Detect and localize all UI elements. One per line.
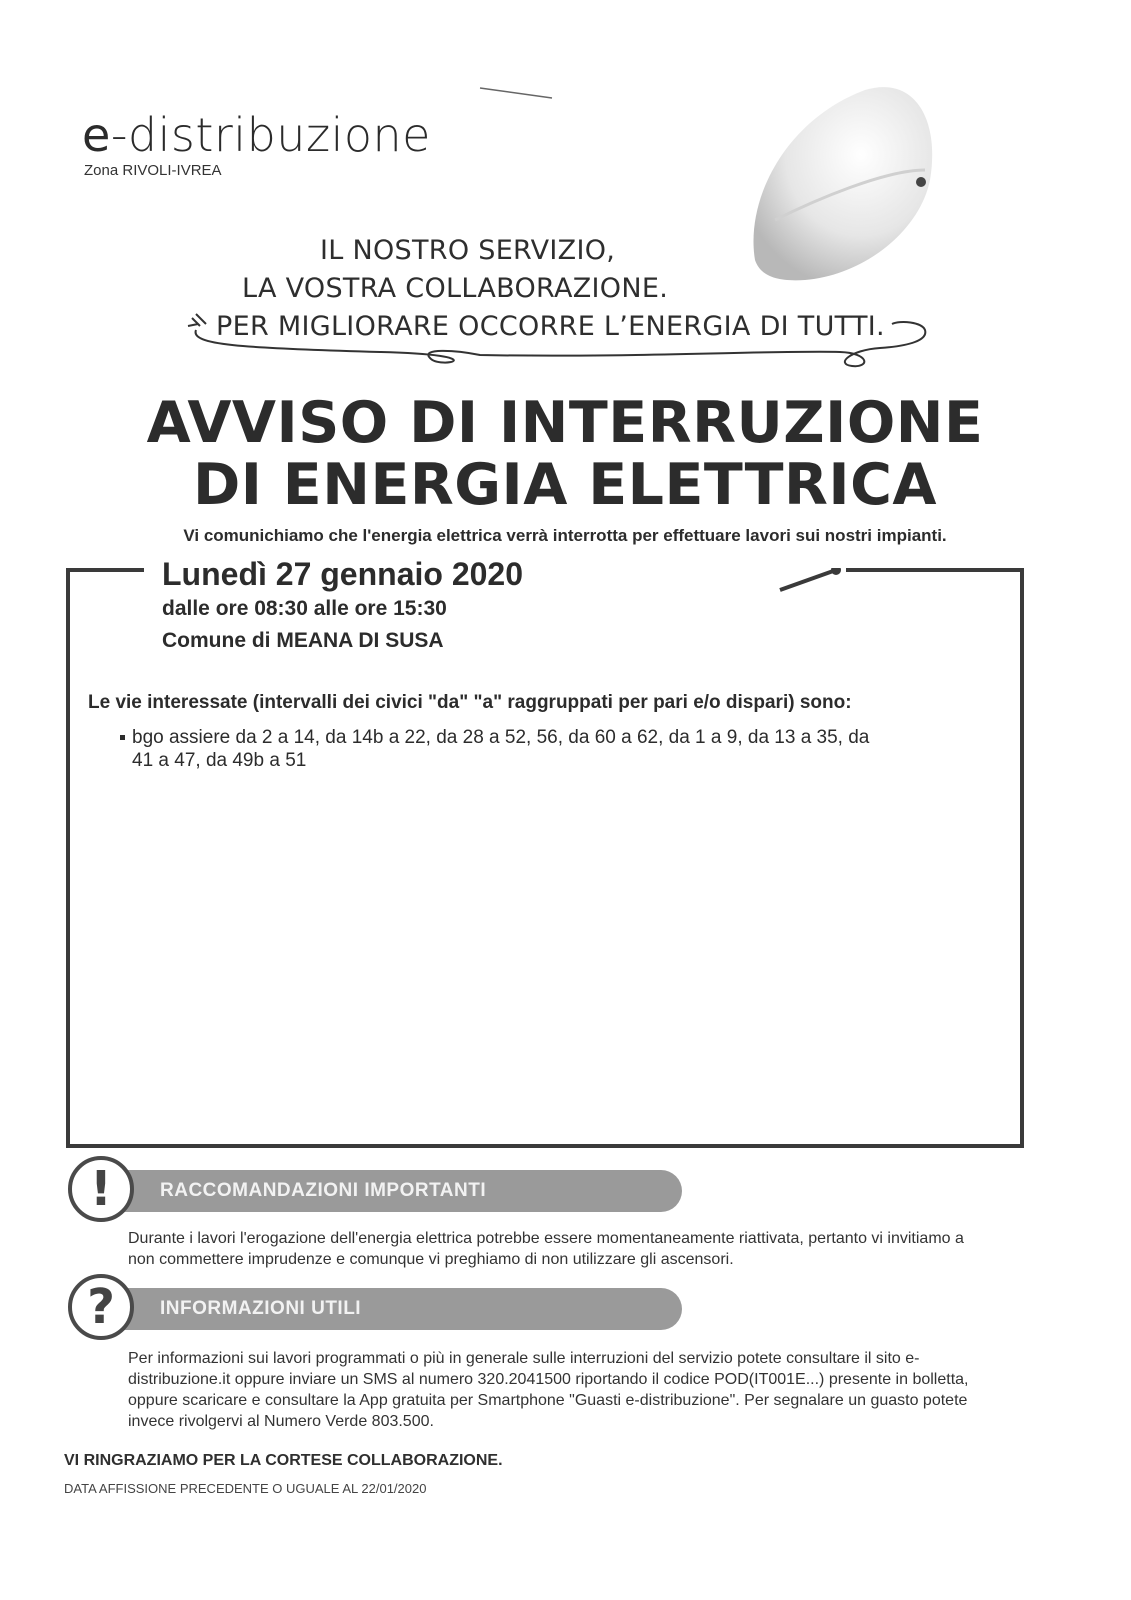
notice-subtitle: Vi comunichiamo che l'energia elettrica verrà interrotta per effettuare lavori sui nostri impianti. [183,526,947,545]
info-title: INFORMAZIONI UTILI [160,1298,362,1319]
notice-title-line-1: AVVISO DI INTERRUZIONE [146,390,984,456]
power-cable-icon [180,300,940,390]
slogan-line-2: LA VOSTRA COLLABORAZIONE. [242,273,669,304]
thanks-text: VI RINGRAZIAMO PER LA CORTESE COLLABORAZIONE. [64,1452,503,1469]
municipality: Comune di MEANA DI SUSA [162,629,444,652]
exclamation-icon: ! [68,1156,134,1222]
affix-date: DATA AFFISSIONE PRECEDENTE O UGUALE AL 22/01/2020 [64,1481,427,1496]
bullet-icon [120,735,125,740]
logo-text: -distribuzione [110,108,431,162]
street-list-item [120,726,990,772]
recommendations-header [112,1170,682,1212]
notice-title [60,392,1070,516]
interruption-hours: dalle ore 08:30 alle ore 15:30 [162,597,447,620]
notice-title-line-2: DI ENERGIA ELETTRICA [192,452,938,518]
recommendations-text: Durante i lavori l'erogazione dell'energia elettrica potrebbe essere momentaneamente riattivata, pertanto vi invitiamo a non commettere imprudenze e comunque vi preghiamo di non utilizzare gli ascensori. [128,1230,964,1268]
info-header [112,1288,682,1330]
decorative-stroke [478,84,558,104]
street-line-2: 41 a 47, da 49b a 51 [132,750,307,771]
question-icon: ? [68,1274,134,1340]
details-frame [66,568,1024,1148]
slogan-line-3: PER MIGLIORARE OCCORRE L’ENERGIA DI TUTTI. [216,311,885,342]
slogan-line-1: IL NOSTRO SERVIZIO, [320,235,616,266]
logo-mark: e [82,108,111,162]
interruption-date: Lunedì 27 gennaio 2020 [162,556,523,592]
street-line-1: bgo assiere da 2 a 14, da 14b a 22, da 28 a 52, 56, da 60 a 62, da 1 a 9, da 13 a 35, da [132,727,870,748]
company-logo [82,108,431,162]
streets-heading: Le vie interessate (intervalli dei civici "da" "a" raggruppati per pari e/o dispari) sono: [88,692,852,713]
info-text: Per informazioni sui lavori programmati o più in generale sulle interruzioni del servizio potete consultare il sito e-distribuzione.it oppure inviare un SMS al numero 320.2041500 riportando il codice POD(IT001E...) presente in bolletta, oppure scaricare e consultare la App gratuita per Smartphone "Guasti e-distribuzione". Per segnalare un guasto potete invece rivolgervi al Numero Verde 803.500. [128,1350,969,1430]
recommendations-title: RACCOMANDAZIONI IMPORTANTI [160,1180,487,1201]
zone-label: Zona RIVOLI-IVREA [84,162,222,179]
